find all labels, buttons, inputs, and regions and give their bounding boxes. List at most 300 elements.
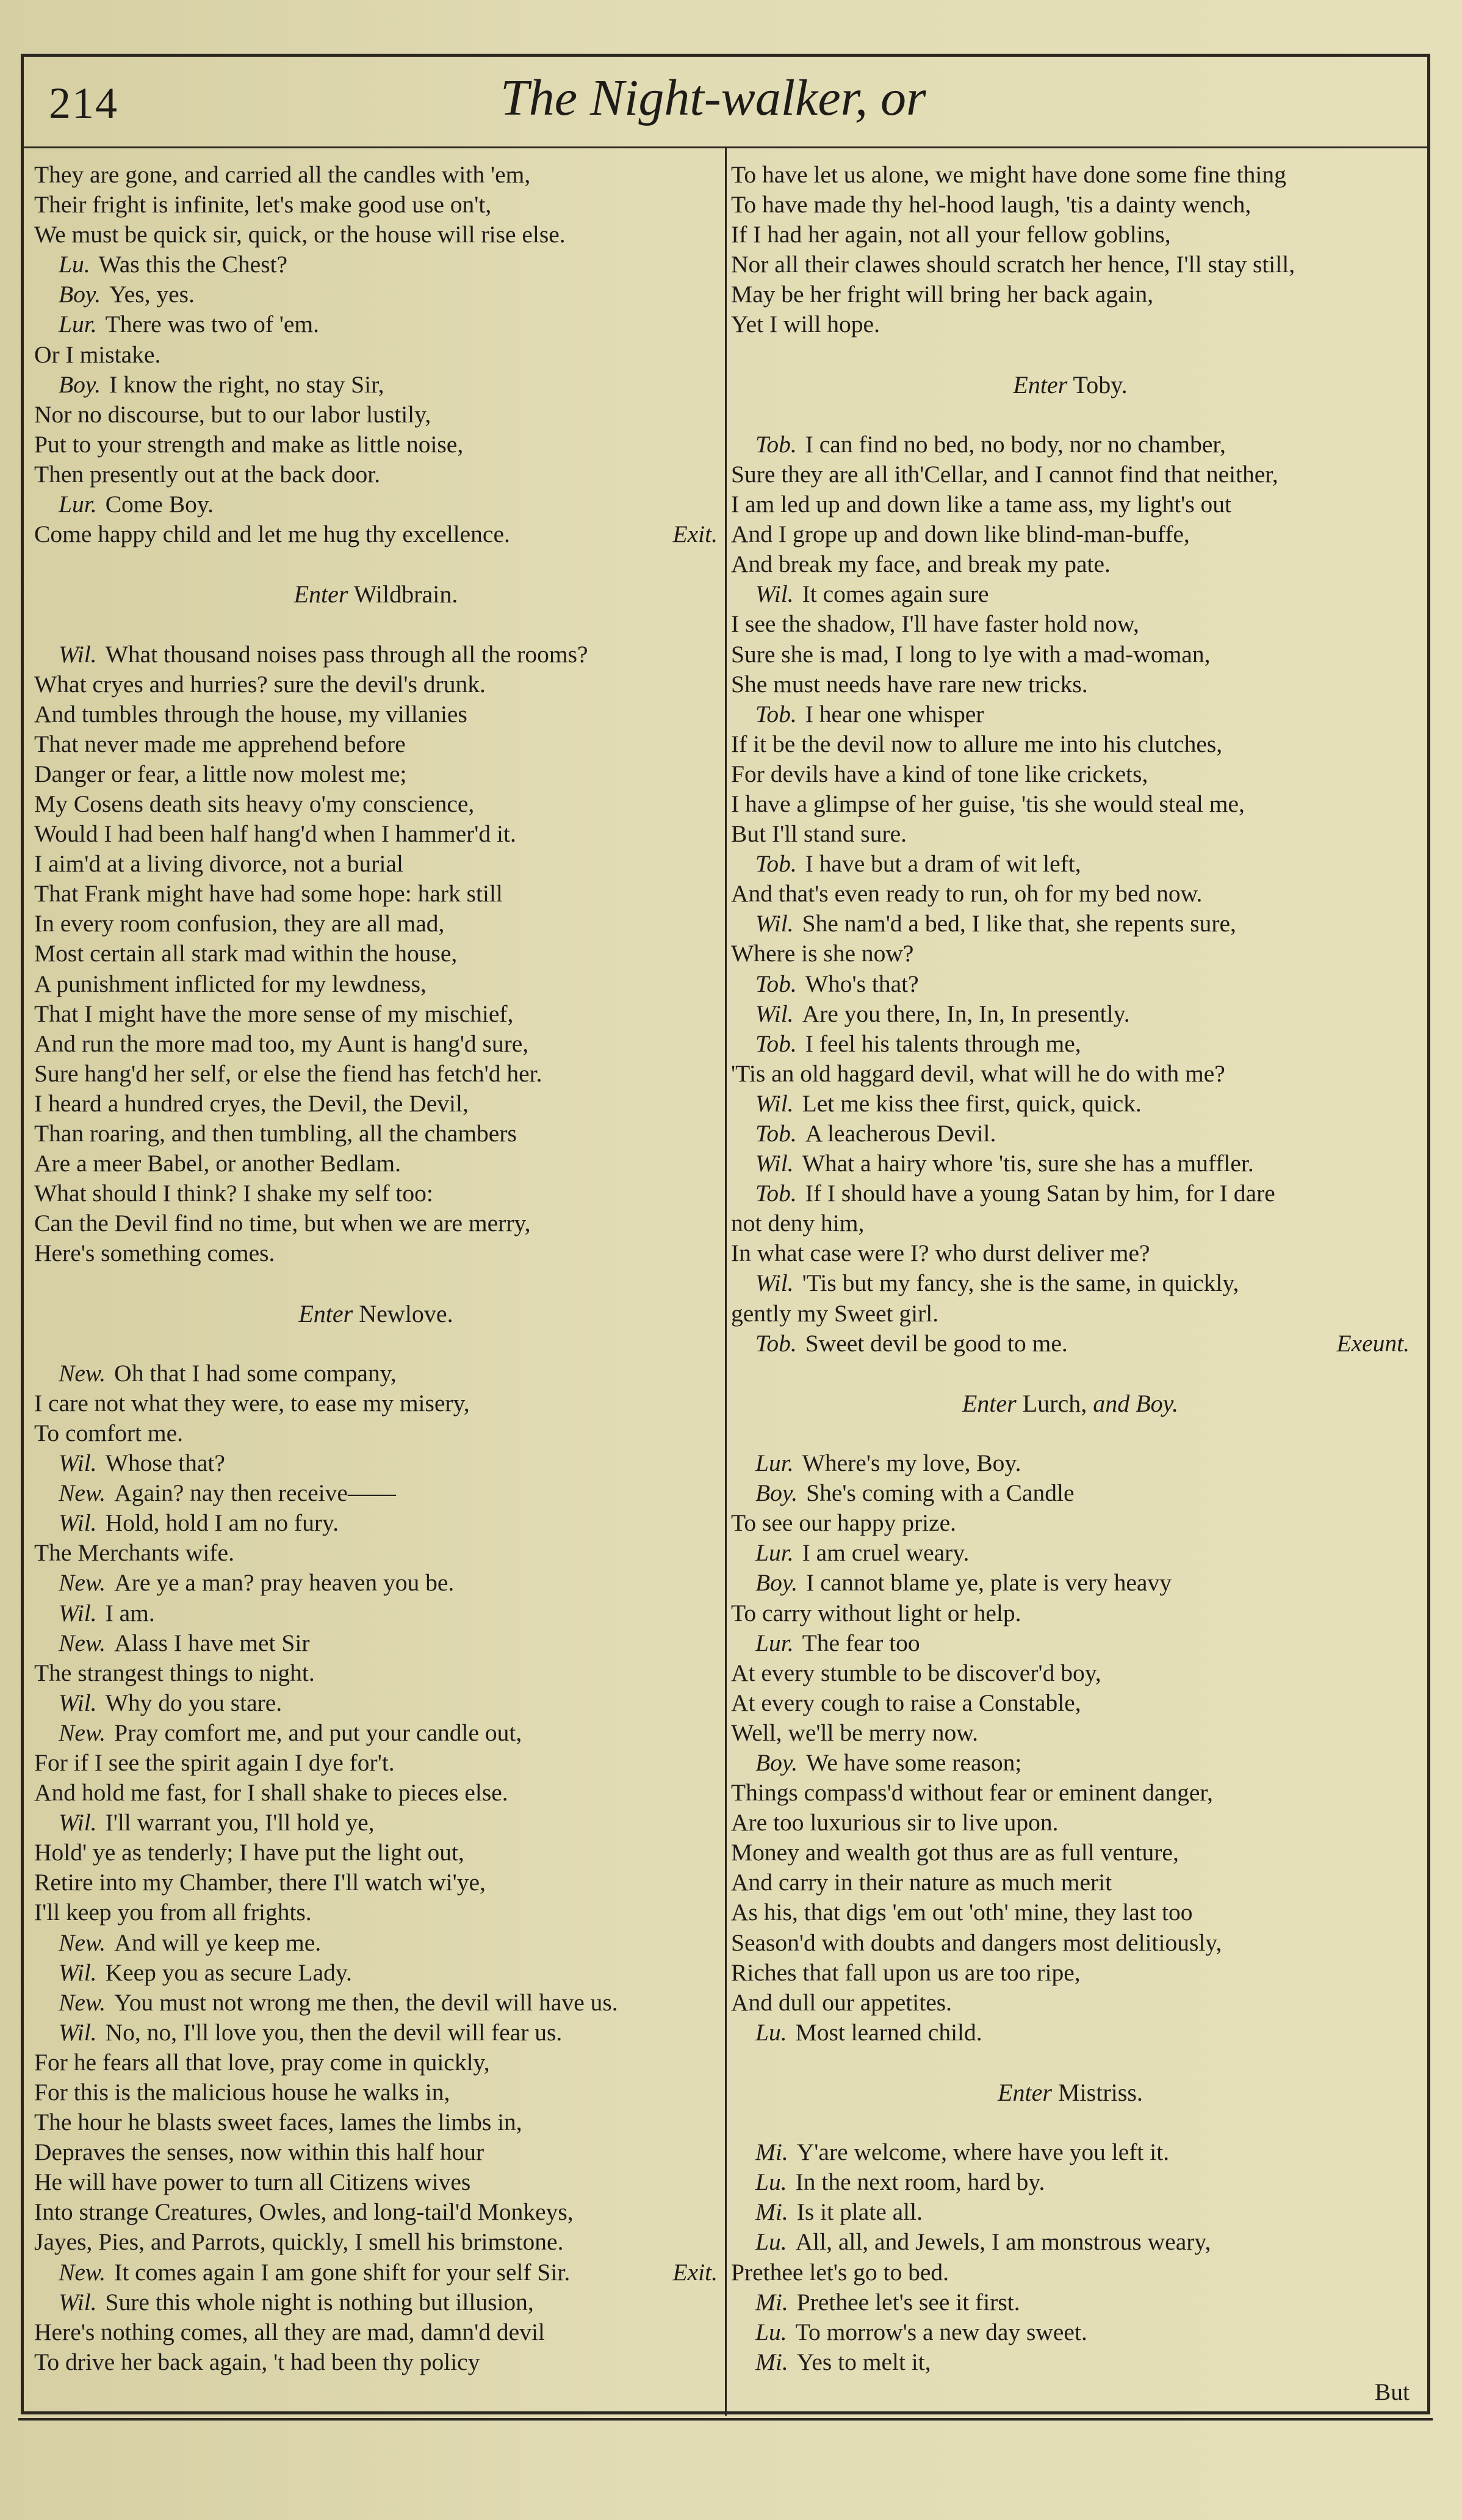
dialogue-text: A leacherous Devil.	[805, 1120, 996, 1147]
exit-direction: Exit.	[672, 521, 718, 548]
stage-direction	[731, 1388, 1410, 1418]
verse-line	[34, 1868, 718, 1897]
speech-line	[34, 1688, 718, 1718]
verse-line	[731, 609, 1410, 639]
verse-text: And hold me fast, for I shall shake to pieces else.	[34, 1779, 508, 1807]
verse-text: At every cough to raise a Constable,	[731, 1689, 1081, 1716]
speech-line	[34, 2018, 718, 2048]
dialogue-text: Prethee let's see it first.	[796, 2288, 1020, 2316]
dialogue-text: I hear one whisper	[805, 700, 984, 727]
speech-line	[34, 1359, 718, 1388]
dialogue-text: Why do you stare.	[105, 1689, 283, 1716]
stage-direction-character: Lurch,	[1022, 1389, 1087, 1417]
verse-line	[34, 220, 718, 250]
speech-line	[731, 2197, 1410, 2227]
dialogue-text: What a hairy whore 'tis, sure she has a muffler.	[802, 1150, 1254, 1177]
verse-text: To see our happy prize.	[731, 1509, 957, 1537]
speaker-name: Tob.	[755, 1120, 797, 1147]
verse-line	[731, 1208, 1410, 1238]
verse-text: Or I mistake.	[34, 341, 161, 368]
speech-line	[34, 1598, 718, 1628]
speaker-name: Mi.	[755, 2348, 788, 2375]
speaker-name: Wil.	[59, 1809, 97, 1836]
verse-line	[731, 1988, 1410, 2018]
verse-line	[34, 2107, 718, 2137]
speech-line	[34, 2258, 718, 2287]
dialogue-text: I am cruel weary.	[802, 1539, 970, 1567]
verse-text: To comfort me.	[34, 1419, 184, 1446]
stage-direction-tail: and Boy.	[1093, 1389, 1179, 1417]
verse-line	[34, 1208, 718, 1238]
verse-text: And break my face, and break my pate.	[731, 551, 1111, 578]
speech-line	[731, 2018, 1410, 2048]
verse-text: Nor no discourse, but to our labor lustily,	[34, 400, 431, 428]
verse-text: The Merchants wife.	[34, 1539, 234, 1567]
blank-line	[731, 400, 1410, 430]
verse-line	[34, 1089, 718, 1119]
speech-line	[34, 2287, 718, 2317]
verse-text: Sure hang'd her self, or else the fiend has fetch'd her.	[34, 1060, 542, 1087]
dialogue-text: Yes to melt it,	[796, 2348, 931, 2375]
speech-line	[34, 1478, 718, 1508]
speech-line	[34, 1568, 718, 1598]
verse-text: Are too luxurious sir to live upon.	[731, 1809, 1059, 1836]
speaker-name: New.	[59, 1569, 106, 1597]
verse-line	[731, 460, 1410, 489]
verse-line	[34, 2048, 718, 2078]
dialogue-text: I can find no bed, no body, nor no chamber,	[805, 430, 1226, 458]
dialogue-text: I'll warrant you, I'll hold ye,	[105, 1809, 375, 1836]
speech-line	[731, 699, 1410, 729]
speaker-name: Mi.	[755, 2198, 788, 2226]
verse-line	[731, 1897, 1410, 1927]
speaker-name: Lur.	[59, 311, 97, 338]
speech-line	[731, 2167, 1410, 2197]
verse-line	[34, 160, 718, 190]
verse-line	[731, 819, 1410, 849]
dialogue-text: Y'are welcome, where have you left it.	[796, 2139, 1170, 2166]
dialogue-text: The fear too	[802, 1629, 920, 1656]
speaker-name: New.	[59, 1479, 106, 1507]
verse-line	[34, 1897, 718, 1927]
dialogue-text: Yes, yes.	[109, 281, 195, 308]
speech-line	[34, 1958, 718, 1988]
verse-line	[34, 2137, 718, 2167]
verse-line	[34, 2347, 718, 2377]
speaker-name: Wil.	[59, 1450, 97, 1477]
stage-direction-character: Toby.	[1073, 370, 1128, 399]
speaker-name: New.	[59, 1988, 106, 2016]
verse-line	[34, 2317, 718, 2347]
verse-text: Well, we'll be merry now.	[731, 1719, 979, 1746]
speech-line	[34, 1718, 718, 1748]
verse-line	[731, 789, 1410, 819]
speech-line	[731, 1179, 1410, 1208]
verse-text: Put to your strength and make as little noise,	[34, 430, 464, 458]
speaker-name: Tob.	[755, 700, 797, 727]
verse-text: I care not what they were, to ease my misery,	[34, 1389, 470, 1417]
verse-line	[34, 340, 718, 370]
verse-text: For if I see the spirit again I dye for't.	[34, 1749, 395, 1776]
dialogue-text: She's coming with a Candle	[806, 1479, 1075, 1507]
verse-text: not deny him,	[731, 1210, 865, 1237]
verse-text: To carry without light or help.	[731, 1599, 1021, 1626]
verse-line	[34, 1778, 718, 1808]
dialogue-text: Oh that I had some company,	[114, 1359, 397, 1387]
stage-direction-character: Wildbrain.	[353, 580, 458, 608]
verse-line	[34, 789, 718, 819]
verse-line	[34, 1119, 718, 1149]
speaker-name: Wil.	[59, 1689, 97, 1716]
verse-text: Most certain all stark mad within the house,	[34, 940, 458, 967]
speaker-name: Lu.	[755, 2168, 787, 2196]
speaker-name: Boy.	[755, 1749, 798, 1776]
dialogue-text: I feel his talents through me,	[805, 1030, 1081, 1057]
stage-direction	[34, 1299, 718, 1329]
verse-line	[731, 220, 1410, 250]
speaker-name: Lur.	[755, 1539, 794, 1567]
verse-line	[731, 1238, 1410, 1268]
speech-line	[34, 489, 718, 519]
speech-line	[34, 309, 718, 339]
dialogue-text: You must not wrong me then, the devil will have us.	[114, 1988, 618, 2016]
verse-line	[34, 759, 718, 789]
blank-line	[731, 2048, 1410, 2078]
verse-text: The strangest things to night.	[34, 1659, 315, 1686]
dialogue-text: Are you there, In, In, In presently.	[802, 1000, 1130, 1027]
verse-line	[34, 460, 718, 489]
verse-text: Riches that fall upon us are too ripe,	[731, 1959, 1081, 1986]
verse-line	[34, 1658, 718, 1688]
speech-line	[731, 430, 1410, 460]
verse-line	[731, 759, 1410, 789]
verse-line	[731, 939, 1410, 969]
verse-line	[34, 2197, 718, 2227]
verse-line	[731, 1299, 1410, 1329]
dialogue-text: Hold, hold I am no fury.	[105, 1509, 339, 1537]
verse-text: And that's even ready to run, oh for my bed now.	[731, 880, 1203, 908]
verse-line	[731, 250, 1410, 280]
verse-text: May be her fright will bring her back again,	[731, 281, 1154, 308]
verse-text: But I'll stand sure.	[731, 820, 907, 848]
column-divider	[725, 148, 727, 2416]
verse-text: And I grope up and down like blind-man-buffe,	[731, 521, 1190, 548]
verse-text: Than roaring, and then tumbling, all the chambers	[34, 1120, 517, 1147]
verse-text: And tumbles through the house, my villanies	[34, 700, 467, 727]
speech-line	[34, 1988, 718, 2018]
blank-line	[731, 1359, 1410, 1388]
stage-direction-character: Newlove.	[359, 1299, 453, 1327]
speaker-name: Tob.	[755, 970, 797, 997]
exit-direction: Exeunt.	[1336, 1329, 1410, 1357]
dialogue-text: I cannot blame ye, plate is very heavy	[806, 1569, 1172, 1597]
verse-text: Sure they are all ith'Cellar, and I cannot find that neither,	[731, 460, 1278, 488]
verse-line	[34, 1838, 718, 1868]
speech-line	[731, 579, 1410, 609]
stage-direction	[731, 370, 1410, 400]
verse-line	[34, 1059, 718, 1089]
speech-line	[731, 1029, 1410, 1059]
verse-text: And dull our appetites.	[731, 1988, 952, 2016]
verse-line	[34, 2227, 718, 2257]
verse-text: Are a meer Babel, or another Bedlam.	[34, 1150, 402, 1177]
verse-line	[34, 729, 718, 759]
dialogue-text: It comes again I am gone shift for your self Sir.	[114, 2258, 571, 2286]
verse-line	[34, 969, 718, 999]
speech-line	[34, 1508, 718, 1538]
verse-text: What should I think? I shake my self too:	[34, 1180, 433, 1207]
speaker-name: Tob.	[755, 1030, 797, 1057]
verse-line	[34, 1179, 718, 1208]
verse-line	[731, 1778, 1410, 1808]
dialogue-text: What thousand noises pass through all the rooms?	[105, 640, 588, 668]
verse-text: I'll keep you from all frights.	[34, 1899, 312, 1926]
dialogue-text: Sweet devil be good to me.	[805, 1329, 1068, 1357]
verse-line	[34, 699, 718, 729]
verse-line	[731, 729, 1410, 759]
speech-line	[34, 1928, 718, 1958]
speaker-name: Wil.	[59, 1509, 97, 1537]
dialogue-text: There was two of 'em.	[105, 311, 320, 338]
speaker-name: Wil.	[59, 1599, 97, 1626]
blank-line	[34, 1329, 718, 1359]
speech-line	[731, 1268, 1410, 1298]
verse-text: Things compass'd without fear or eminent danger,	[731, 1779, 1213, 1807]
speaker-name: Wil.	[755, 580, 794, 608]
verse-text: I am led up and down like a tame ass, my light's out	[731, 491, 1232, 518]
dialogue-text: No, no, I'll love you, then the devil will fear us.	[105, 2018, 563, 2046]
page-number: 214	[49, 79, 118, 128]
speaker-name: New.	[59, 1929, 106, 1956]
verse-line	[34, 190, 718, 220]
speaker-name: Lur.	[59, 491, 97, 518]
speech-line	[731, 1538, 1410, 1568]
speech-line	[34, 1628, 718, 1658]
verse-line	[731, 2258, 1410, 2287]
verse-line	[731, 879, 1410, 909]
speech-line	[34, 250, 718, 280]
verse-line	[731, 1658, 1410, 1688]
speech-line	[731, 1119, 1410, 1149]
dialogue-text: To morrow's a new day sweet.	[795, 2318, 1087, 2345]
verse-text: For he fears all that love, pray come in quickly,	[34, 2048, 490, 2076]
verse-line	[731, 1508, 1410, 1538]
dialogue-text: She nam'd a bed, I like that, she repents sure,	[802, 910, 1236, 937]
dialogue-text: Whose that?	[105, 1450, 225, 1477]
speech-line	[731, 1628, 1410, 1658]
verse-line	[34, 1418, 718, 1448]
verse-line	[731, 640, 1410, 670]
blank-line	[731, 2107, 1410, 2137]
verse-line	[731, 309, 1410, 339]
speaker-name: Boy.	[755, 1479, 798, 1507]
verse-text: That never made me apprehend before	[34, 730, 406, 757]
dialogue-text: It comes again sure	[802, 580, 989, 608]
dialogue-text: Sure this whole night is nothing but illusion,	[105, 2288, 534, 2316]
speech-line	[731, 2227, 1410, 2257]
speaker-name: Lur.	[755, 1629, 794, 1656]
verse-line	[34, 670, 718, 699]
verse-line	[34, 909, 718, 939]
verse-text: As his, that digs 'em out 'oth' mine, they last too	[731, 1899, 1193, 1926]
verse-line	[34, 2167, 718, 2197]
catchword: But	[1374, 2378, 1410, 2405]
speaker-name: Lu.	[755, 2318, 787, 2345]
verse-line	[731, 1808, 1410, 1838]
verse-text: If I had her again, not all your fellow goblins,	[731, 221, 1171, 248]
speech-line	[731, 1568, 1410, 1598]
verse-line	[731, 670, 1410, 699]
verse-text: Their fright is infinite, let's make good use on't,	[34, 191, 492, 218]
dialogue-text: Are ye a man? pray heaven you be.	[114, 1569, 455, 1597]
verse-text: To drive her back again, 't had been thy policy	[34, 2348, 480, 2375]
verse-text: Here's something comes.	[34, 1240, 275, 1267]
dialogue-text: Who's that?	[805, 970, 919, 997]
speech-line	[731, 969, 1410, 999]
verse-line	[731, 549, 1410, 579]
speaker-name: New.	[59, 1719, 106, 1746]
speech-line	[34, 1448, 718, 1478]
speech-line	[34, 1808, 718, 1838]
verse-line	[731, 519, 1410, 549]
speech-line	[731, 1478, 1410, 1508]
verse-text: Sure she is mad, I long to lye with a mad-woman,	[731, 640, 1211, 668]
verse-text: Yet I will hope.	[731, 311, 880, 338]
verse-text: That I might have the more sense of my mischief,	[34, 1000, 514, 1027]
verse-line	[34, 1238, 718, 1268]
verse-text: I heard a hundred cryes, the Devil, the Devil,	[34, 1089, 469, 1117]
speech-line	[34, 370, 718, 400]
dialogue-text: Let me kiss thee first, quick, quick.	[802, 1089, 1142, 1117]
verse-text: At every stumble to be discover'd boy,	[731, 1659, 1101, 1686]
speaker-name: New.	[59, 1629, 106, 1656]
verse-text: Come happy child and let me hug thy excellence.	[34, 521, 510, 548]
verse-line	[34, 400, 718, 430]
speech-line	[34, 280, 718, 309]
verse-text: Hold' ye as tenderly; I have put the light out,	[34, 1839, 464, 1866]
speech-line	[731, 2137, 1410, 2167]
verse-line	[731, 1718, 1410, 1748]
verse-text: Here's nothing comes, all they are mad, damn'd devil	[34, 2318, 545, 2345]
running-title: The Night-walker, or	[500, 70, 926, 126]
speaker-name: New.	[59, 1359, 106, 1387]
dialogue-text: Most learned child.	[795, 2018, 982, 2046]
speech-line	[731, 1329, 1410, 1359]
speaker-name: Wil.	[59, 640, 97, 668]
dialogue-text: Pray comfort me, and put your candle out,	[114, 1719, 522, 1746]
dialogue-text: 'Tis but my fancy, she is the same, in quickly,	[802, 1269, 1239, 1297]
verse-text: gently my Sweet girl.	[731, 1299, 939, 1327]
speaker-name: Mi.	[755, 2288, 788, 2316]
verse-text: Danger or fear, a little now molest me;	[34, 760, 407, 787]
dialogue-text: I know the right, no stay Sir,	[109, 370, 384, 398]
verse-text: What cryes and hurries? sure the devil's drunk.	[34, 670, 486, 698]
speech-line	[731, 1748, 1410, 1778]
verse-text: For this is the malicious house he walks in,	[34, 2079, 450, 2106]
verse-line	[731, 1059, 1410, 1089]
dialogue-text: Again? nay then receive——	[114, 1479, 396, 1507]
verse-line	[731, 489, 1410, 519]
verse-text: In every room confusion, they are all mad,	[34, 910, 445, 937]
verse-text: And run the more mad too, my Aunt is hang'd sure,	[34, 1030, 529, 1057]
stage-direction-enter: Enter	[1013, 370, 1068, 399]
verse-text: Jayes, Pies, and Parrots, quickly, I smell his brimstone.	[34, 2228, 564, 2256]
verse-text: A punishment inflicted for my lewdness,	[34, 970, 427, 997]
verse-text: Prethee let's go to bed.	[731, 2258, 949, 2286]
speaker-name: Wil.	[755, 910, 794, 937]
verse-text: I have a glimpse of her guise, 'tis she would steal me,	[731, 790, 1245, 817]
verse-text: Depraves the senses, now within this half hour	[34, 2139, 484, 2166]
verse-text: I see the shadow, I'll have faster hold now,	[731, 610, 1139, 638]
speaker-name: Tob.	[755, 1329, 797, 1357]
stage-direction-enter: Enter	[962, 1389, 1017, 1417]
verse-line	[731, 1868, 1410, 1897]
speaker-name: Wil.	[59, 1959, 97, 1986]
verse-line	[731, 160, 1410, 190]
verse-line	[34, 1538, 718, 1568]
stage-direction	[34, 579, 718, 609]
verse-text: Money and wealth got thus are as full venture,	[731, 1839, 1179, 1866]
verse-line	[34, 879, 718, 909]
verse-line	[34, 999, 718, 1029]
verse-text: If it be the devil now to allure me into his clutches,	[731, 730, 1223, 757]
verse-line	[34, 1029, 718, 1059]
right-column	[731, 160, 1410, 2407]
speaker-name: Lur.	[755, 1450, 794, 1477]
speech-line	[731, 1448, 1410, 1478]
speaker-name: Tob.	[755, 850, 797, 878]
verse-text: Where is she now?	[731, 940, 914, 967]
dialogue-text: Is it plate all.	[796, 2198, 923, 2226]
blank-line	[34, 609, 718, 639]
verse-line	[34, 1388, 718, 1418]
verse-text: My Cosens death sits heavy o'my conscience,	[34, 790, 475, 817]
verse-line	[731, 1688, 1410, 1718]
verse-text: We must be quick sir, quick, or the house will rise else.	[34, 221, 566, 248]
speaker-name: Tob.	[755, 1180, 797, 1207]
verse-line	[34, 819, 718, 849]
speech-line	[34, 640, 718, 670]
exit-direction: Exit.	[672, 2258, 718, 2286]
verse-line	[731, 190, 1410, 220]
dialogue-text: Come Boy.	[105, 491, 214, 518]
stage-direction	[731, 2078, 1410, 2107]
verse-text: That Frank might have had some hope: hark still	[34, 880, 503, 908]
dialogue-text: I have but a dram of wit left,	[805, 850, 1081, 878]
speech-line	[731, 909, 1410, 939]
stage-direction-enter: Enter	[293, 580, 348, 608]
blank-line	[34, 1268, 718, 1298]
verse-line	[731, 1598, 1410, 1628]
verse-line	[731, 280, 1410, 309]
verse-line	[34, 1149, 718, 1179]
dialogue-text: If I should have a young Satan by him, for I dare	[805, 1180, 1275, 1207]
left-column	[34, 160, 718, 2377]
verse-line	[34, 2078, 718, 2107]
verse-text: I aim'd at a living divorce, not a burial	[34, 850, 403, 878]
bottom-rule	[18, 2418, 1433, 2421]
speech-line	[731, 2347, 1410, 2377]
verse-text: Nor all their clawes should scratch her hence, I'll stay still,	[731, 251, 1295, 278]
speech-line	[731, 1089, 1410, 1119]
speaker-name: Wil.	[755, 1000, 794, 1027]
speaker-name: Wil.	[755, 1150, 794, 1177]
speaker-name: Boy.	[59, 370, 101, 398]
speaker-name: Boy.	[755, 1569, 798, 1597]
verse-line	[34, 939, 718, 969]
speaker-name: Boy.	[59, 281, 101, 308]
stage-direction-enter: Enter	[298, 1299, 353, 1327]
